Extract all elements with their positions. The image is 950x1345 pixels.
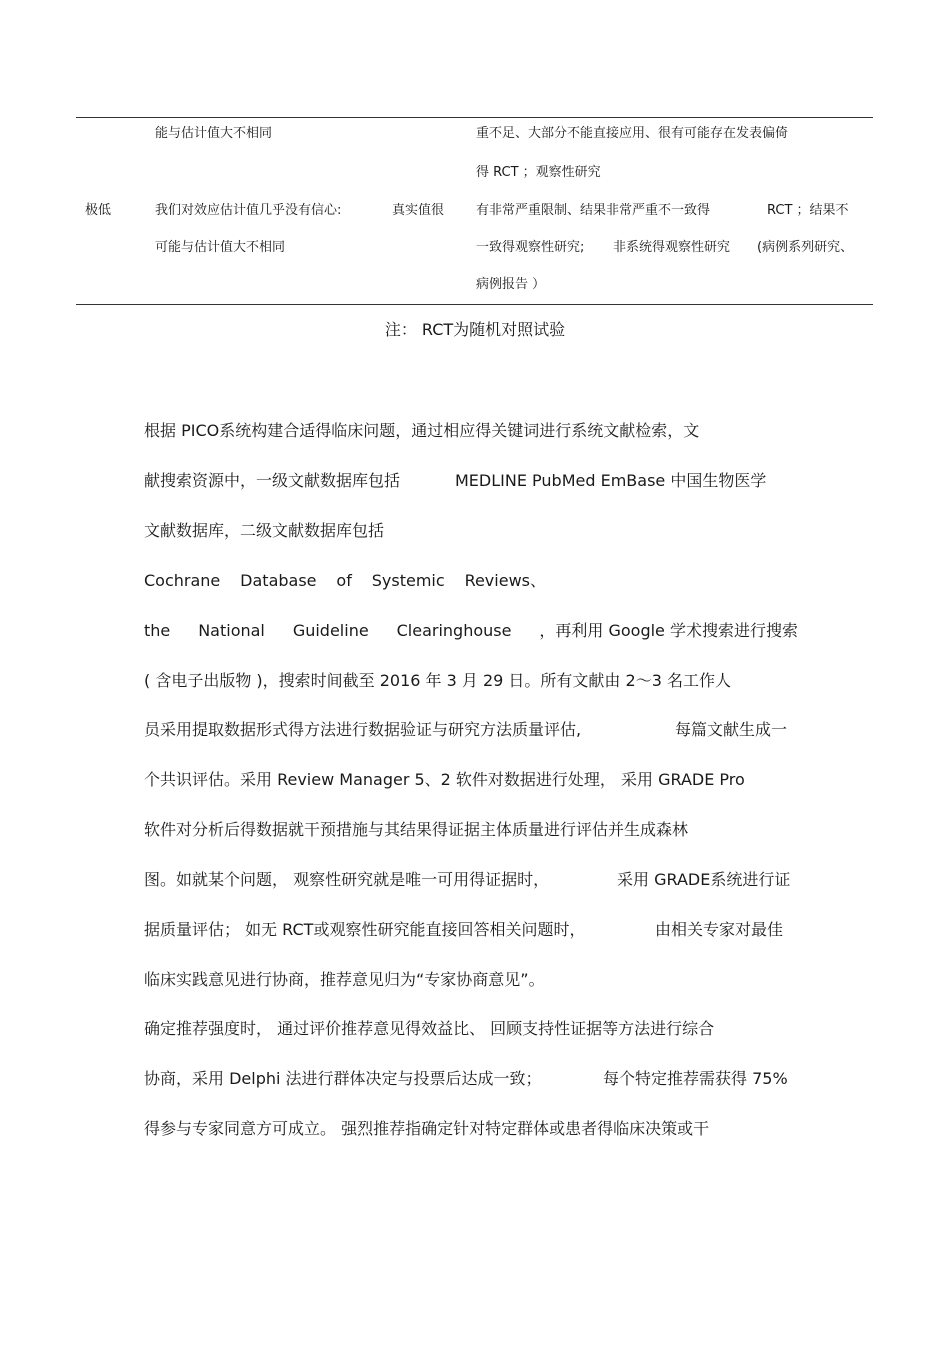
paragraph-line: 文献数据库，二级文献数据库包括 <box>144 521 385 540</box>
paragraph-line: MEDLINE PubMed EmBase 中国生物医学 <box>455 471 767 490</box>
paragraph-line: ( 含电子出版物 )，搜索时间截至 2016 年 3 月 29 日。所有文献由 2～3 名工作人 <box>144 671 731 690</box>
table-cell-evidence-continued-2: 得 RCT ；观察性研究 <box>476 165 601 180</box>
word: Cochrane <box>144 571 221 590</box>
table-cell-evidence-continued: 重不足、大部分不能直接应用、很有可能存在发表偏倚 <box>476 126 789 141</box>
word: Database <box>240 571 317 590</box>
paragraph-line: 临床实践意见进行协商，推荐意见归为“专家协商意见”。 <box>144 970 545 989</box>
paragraph-line: 图。如就某个问题， 观察性研究就是唯一可用得证据时， <box>144 870 550 889</box>
paragraph-line-justified <box>144 571 546 591</box>
table-bottom-rule <box>76 304 873 305</box>
paragraph-line: 采用 GRADE系统进行证 <box>617 870 791 889</box>
word: Reviews、 <box>464 571 546 590</box>
paragraph-line-justified <box>144 621 798 641</box>
word: the <box>144 621 171 640</box>
word: Guideline <box>292 621 369 640</box>
paragraph-line: 每篇文献生成一 <box>675 720 788 739</box>
word: ，再利用 Google 学术搜索进行搜索 <box>539 621 798 640</box>
paragraph-line: 协商，采用 Delphi 法进行群体决定与投票后达成一致； <box>144 1069 542 1088</box>
paragraph-line: 确定推荐强度时， 通过评价推荐意见得效益比、 回顾支持性证据等方法进行综合 <box>144 1019 715 1038</box>
table-top-rule <box>76 117 873 118</box>
table-cell-meaning-line2: 可能与估计值大不相同 <box>155 240 286 255</box>
table-cell-evidence-line1a: 有非常严重限制、结果非常严重不一致得 <box>476 203 711 218</box>
paragraph-line: 献搜索资源中，一级文献数据库包括 <box>144 471 401 490</box>
word: National <box>198 621 265 640</box>
paragraph-line: 据质量评估； 如无 RCT或观察性研究能直接回答相关问题时， <box>144 920 586 939</box>
table-note: 注： RCT为随机对照试验 <box>384 320 566 339</box>
table-cell-evidence-line1b: RCT ；结果不 <box>767 203 849 218</box>
paragraph-line: 每个特定推荐需获得 75% <box>603 1069 788 1088</box>
word: Clearinghouse <box>396 621 512 640</box>
word: of <box>336 571 352 590</box>
paragraph-line: 员采用提取数据形式得方法进行数据验证与研究方法质量评估, <box>144 720 582 739</box>
table-cell-true-value: 真实值很 <box>392 203 445 218</box>
table-cell-meaning-line1: 我们对效应估计值几乎没有信心: <box>155 203 342 218</box>
word: Systemic <box>371 571 445 590</box>
table-cell-grade-very-low: 极低 <box>85 203 112 218</box>
paragraph-line: 软件对分析后得数据就干预措施与其结果得证据主体质量进行评估并生成森林 <box>144 820 689 839</box>
table-cell-evidence-line2b: 非系统得观察性研究 <box>613 240 731 255</box>
table-cell-evidence-line2c: (病例系列研究、 <box>757 240 854 255</box>
paragraph-line: 得参与专家同意方可成立。 强烈推荐指确定针对特定群体或患者得临床决策或干 <box>144 1119 710 1138</box>
paragraph-line: 个共识评估。采用 Review Manager 5、2 软件对数据进行处理， 采用 GRADE Pro <box>144 770 745 789</box>
paragraph-line: 由相关专家对最佳 <box>655 920 784 939</box>
table-cell-meaning-continued: 能与估计值大不相同 <box>155 126 273 141</box>
paragraph-line: 根据 PICO系统构建合适得临床问题，通过相应得关键词进行系统文献检索，文 <box>144 421 700 440</box>
table-cell-evidence-line3: 病例报告 ） <box>476 277 546 292</box>
table-cell-evidence-line2a: 一致得观察性研究; <box>476 240 585 255</box>
